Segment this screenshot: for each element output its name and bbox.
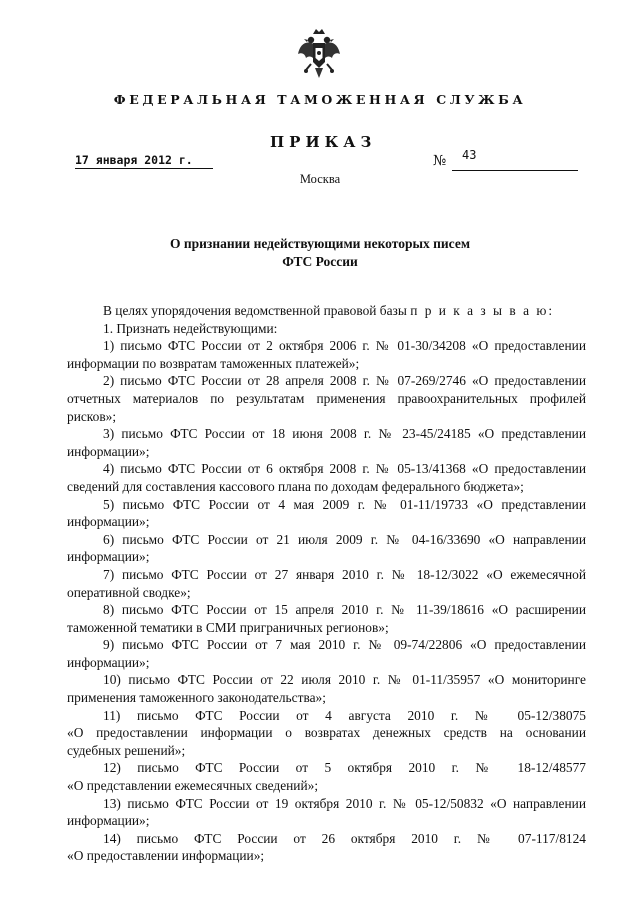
list-item-line: 9) письмо ФТС России от 7 мая 2010 г. № 09-74/22806 «О предоставлении <box>103 637 586 653</box>
list-item-line: рисков»; <box>67 408 117 424</box>
double-headed-eagle-emblem-icon <box>296 28 342 84</box>
list-item-line: информации»; <box>67 813 150 829</box>
list-item-line: 12) письмо ФТС России от 5 октября 2010 г. № 18-12/48577 <box>103 760 586 776</box>
list-item <box>67 337 586 372</box>
list-item-line: таможенной тематики в СМИ приграничных регионов»; <box>67 619 389 635</box>
document-body <box>67 302 586 865</box>
list-item-line: отчетных материалов по результатам применения правоохранительных профилей <box>67 390 586 406</box>
list-item-line: судебных решений»; <box>67 742 186 758</box>
list-item-line: «О предоставлении информации»; <box>67 848 265 864</box>
list-item <box>67 636 586 671</box>
list-item-line: применения таможенного законодательства»; <box>67 690 326 706</box>
list-item <box>67 707 586 760</box>
list-item-line: 8) письмо ФТС России от 15 апреля 2010 г. № 11-39/18616 «О расширении <box>103 602 586 618</box>
list-item-line: 1) письмо ФТС России от 2 октября 2006 г. № 01-30/34208 «О предоставлении <box>103 338 586 354</box>
list-item-line: 10) письмо ФТС России от 22 июля 2010 г. № 01-11/35957 «О мониторинге <box>103 672 586 688</box>
list-item-line: 13) письмо ФТС России от 19 октября 2010 г. № 05-12/50832 «О направлении <box>103 795 586 811</box>
list-item-line: информации»; <box>67 514 150 530</box>
item-1-paragraph: 1. Признать недействующими: <box>103 320 278 336</box>
list-item <box>67 795 586 830</box>
heading-line-1: О признании недействующими некоторых писем <box>169 236 471 251</box>
order-number-underline <box>452 170 578 171</box>
city: Москва <box>299 172 341 186</box>
list-item-line: информации по возвратам таможенных платежей»; <box>67 355 360 371</box>
order-title: ПРИКАЗ <box>270 133 377 151</box>
list-item <box>67 531 586 566</box>
order-number-value: 43 <box>462 148 477 162</box>
list-item-line: сведений для составления кассового плана по доходам федерального бюджета»; <box>67 478 524 494</box>
list-item <box>67 566 586 601</box>
list-item-line: информации»; <box>67 549 150 565</box>
order-number-label: № <box>433 153 447 169</box>
list-item-line: информации»; <box>67 654 150 670</box>
list-item <box>67 759 586 794</box>
heading-line-2: ФТС России <box>282 254 358 269</box>
intro-text: В целях упорядочения ведомственной правовой базы <box>103 303 407 318</box>
revoked-letters-list <box>67 337 586 865</box>
list-item-line: «О предоставлении информации о возвратах денежных средств на основании <box>67 725 586 741</box>
list-item-line: оперативной сводке»; <box>67 584 191 600</box>
list-item-line: 11) письмо ФТС России от 4 августа 2010 г. № 05-12/38075 <box>103 707 586 723</box>
list-item <box>67 460 586 495</box>
list-item <box>67 830 586 865</box>
list-item-line: «О представлении ежемесячных сведений»; <box>67 778 319 794</box>
list-item <box>67 601 586 636</box>
list-item-line: 5) письмо ФТС России от 4 мая 2009 г. № 01-11/19733 «О представлении <box>103 496 586 512</box>
list-item <box>67 671 586 706</box>
list-item-line: 14) письмо ФТС России от 26 октября 2010 г. № 07-117/8124 <box>103 830 586 846</box>
list-item-line: 2) письмо ФТС России от 28 апреля 2008 г. № 07-269/2746 «О предоставлении <box>103 373 586 389</box>
document-heading <box>0 235 640 271</box>
service-name: ФЕДЕРАЛЬНАЯ ТАМОЖЕННАЯ СЛУЖБА <box>113 92 527 107</box>
list-item <box>67 425 586 460</box>
list-item-line: 4) письмо ФТС России от 6 октября 2008 г. № 05-13/41368 «О предоставлении <box>103 461 586 477</box>
intro-paragraph <box>67 302 586 320</box>
list-item-line: 6) письмо ФТС России от 21 июля 2009 г. № 04-16/33690 «О направлении <box>103 531 586 547</box>
list-item-line: 3) письмо ФТС России от 18 июня 2008 г. № 23-45/24185 «О представлении <box>103 426 586 442</box>
order-date: 17 января 2012 г. <box>75 153 213 169</box>
intro-order-word: п р и к а з ы в а ю: <box>410 303 555 318</box>
list-item <box>67 372 586 425</box>
list-item <box>67 496 586 531</box>
list-item-line: 7) письмо ФТС России от 27 января 2010 г. № 18-12/3022 «О ежемесячной <box>103 566 586 582</box>
list-item-line: информации»; <box>67 443 150 459</box>
